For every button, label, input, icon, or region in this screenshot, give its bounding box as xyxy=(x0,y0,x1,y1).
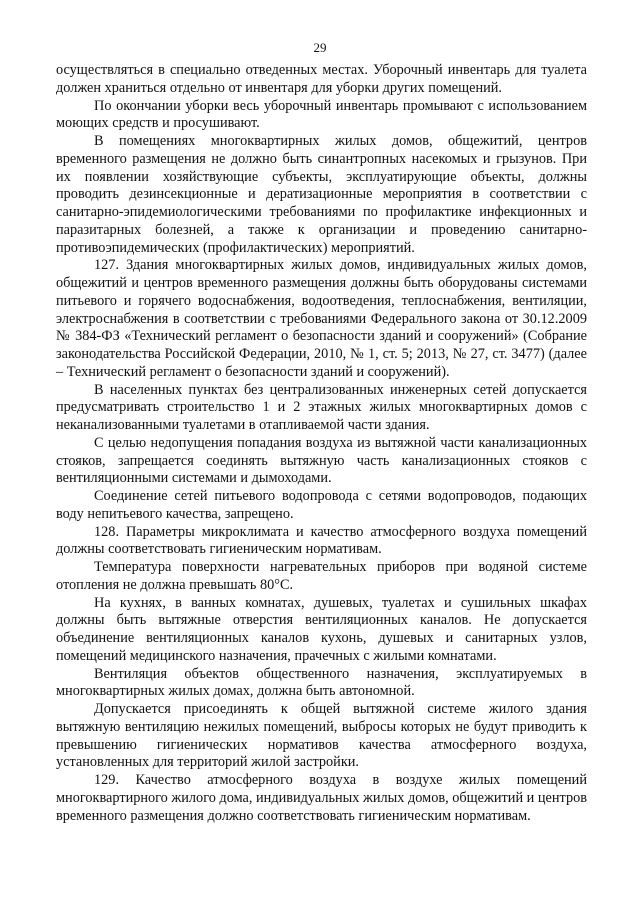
paragraph-continuation: осуществляться в специально отведенных местах. Уборочный инвентарь для туалета должен храниться отдельно от инвентаря для уборки других помещений. xyxy=(56,62,587,96)
paragraph-sewer-risers: С целью недопущения попадания воздуха из вытяжной части канализационных стояков, запрещается соединять вытяжную часть канализационных стояков с вентиляционными системами и дымоходами. xyxy=(56,434,587,487)
paragraph-pest-control: В помещениях многоквартирных жилых домов, общежитий, центров временного размещения не должно быть синантропных насекомых и грызунов. При их появлении хозяйствующие субъекты, эксплуатирующие объекты, должны проводить дезинсекционные и дератизационные мероприятия в соответствии с санитарно-эпидемиологическими требованиями по профилактике инфекционных и паразитарных болезней, а также к организации и проведению санитарно-противоэпидемических (профилактических) мероприятий. xyxy=(56,133,587,256)
paragraph-129-air-quality: 129. Качество атмосферного воздуха в воздухе жилых помещений многоквартирного жилого дома, индивидуальных жилых домов, общежитий и центров временного размещения должно соответствовать гигиеническим нормативам. xyxy=(56,772,588,824)
paragraph-cleaning-inventory: По окончании уборки весь уборочный инвентарь промывают с использованием моющих средств и просушивают. xyxy=(56,97,587,132)
paragraph-127-utilities: 127. Здания многоквартирных жилых домов, индивидуальных жилых домов, общежитий и центров временного размещения должны быть оборудованы системами питьевого и горячего водоснабжения, водоотведения, теплоснабжения, вентиляции, электроснабжения в соответствии с требованиями Федерального закона от 30.12.2009 № 384-ФЗ «Технический регламент о безопасности зданий и сооружений» (Собрание законодательства Российской Федерации, 2010, № 1, ст. 5; 2013, № 27, ст. 3477) (далее – Технический регламент о безопасности зданий и сооружений). xyxy=(56,257,587,380)
paragraph-shared-exhaust: Допускается присоединять к общей вытяжной системе жилого здания вытяжную вентиляцию нежилых помещений, выбросы которых не будут приводить к превышению гигиенических нормативов качества атмосферного воздуха, установленных для территорий жилой застройки. xyxy=(56,701,587,771)
paragraph-exhaust-openings: На кухнях, в ванных комнатах, душевых, туалетах и сушильных шкафах должны быть вытяжные отверстия вентиляционных каналов. Не допускается объединение вентиляционных каналов кухонь, душевых и санитарных узлов, помещений медицинского назначения, прачечных с жилыми комнатами. xyxy=(56,594,587,664)
paragraph-heater-temperature: Температура поверхности нагревательных приборов при водяной системе отопления не должна превышать 80°C. xyxy=(56,559,587,593)
paragraph-autonomous-ventilation: Вентиляция объектов общественного назначения, эксплуатируемых в многоквартирных жилых домах, должна быть автономной. xyxy=(56,665,587,700)
paragraph-settlements: В населенных пунктах без централизованных инженерных сетей допускается предусматривать строительство 1 и 2 этажных жилых многоквартирных домов с неканализованными туалетами в отапливаемой части здания. xyxy=(56,381,587,433)
document-body xyxy=(56,62,587,825)
page-number: 29 xyxy=(313,40,327,55)
paragraph-water-supply: Соединение сетей питьевого водопровода с сетями водопроводов, подающих воду непитьевого качества, запрещено. xyxy=(56,488,587,522)
paragraph-128-microclimate: 128. Параметры микроклимата и качество атмосферного воздуха помещений должны соответствовать гигиеническим нормативам. xyxy=(56,523,587,558)
